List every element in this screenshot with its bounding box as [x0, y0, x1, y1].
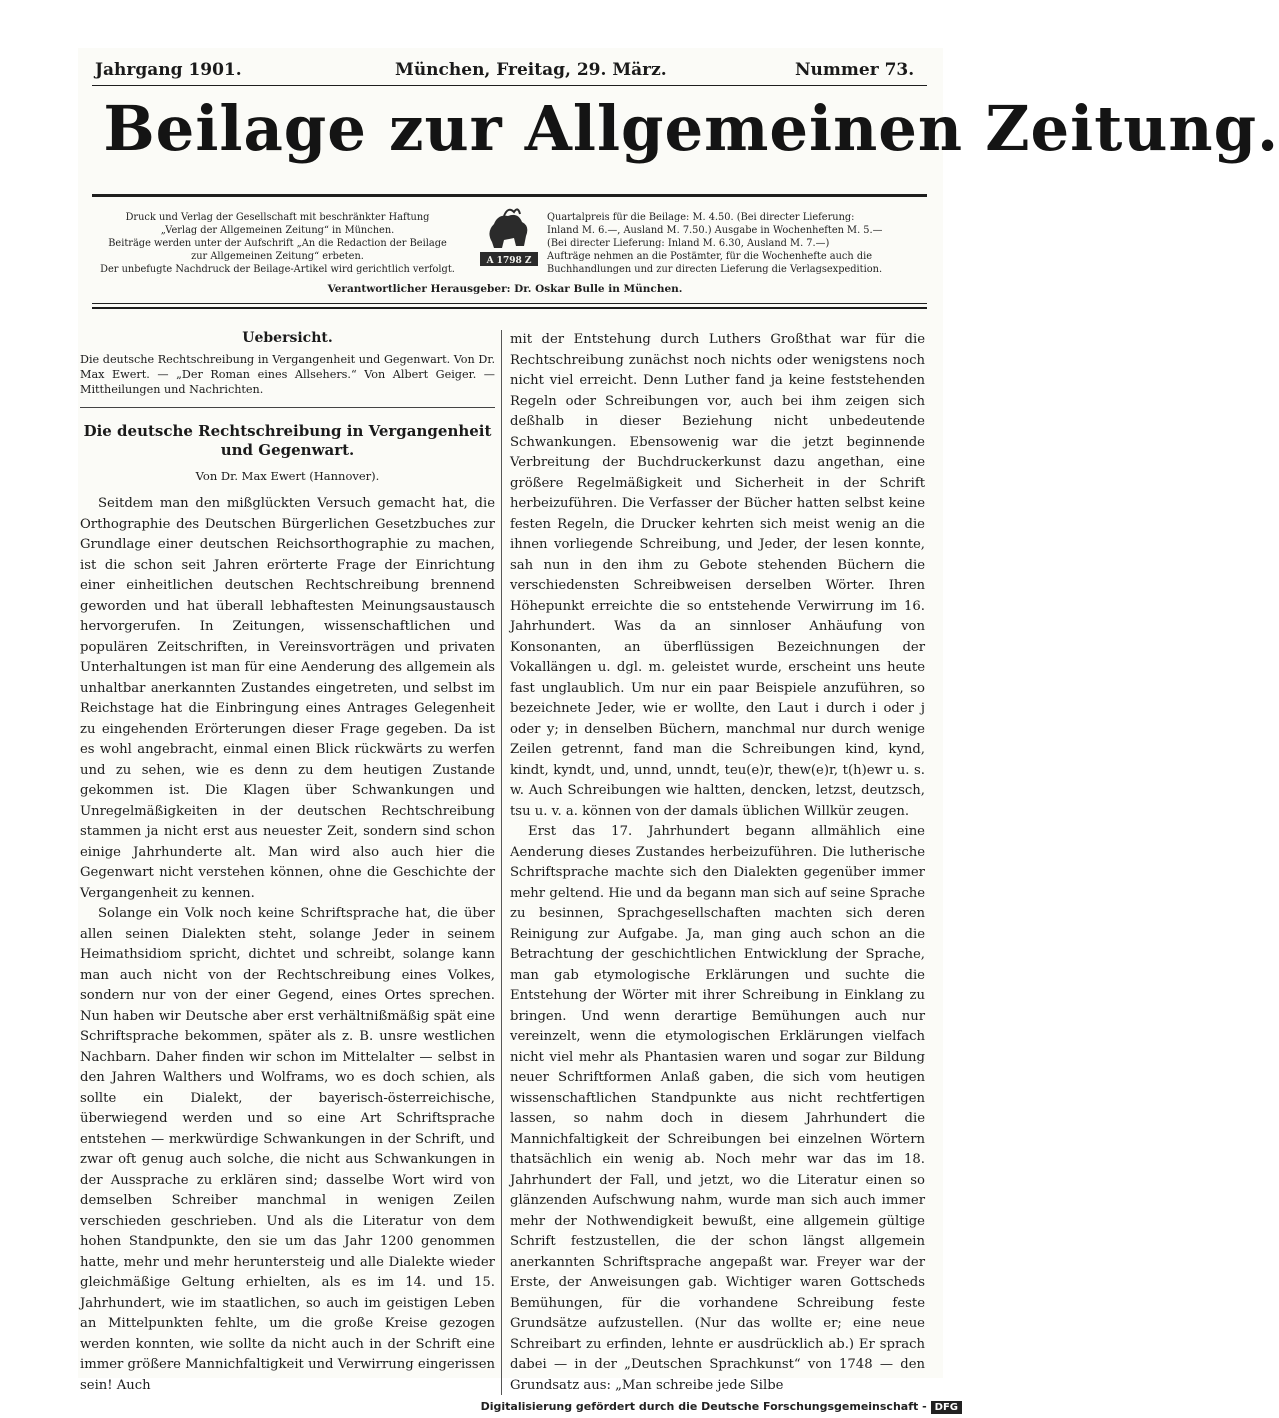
article-paragraph: mit der Entstehung durch Luthers Großthat war für die Rechtschreibung zunächst noch nichts oder wenigstens noch nicht viel erreicht. Denn Luther fand ja keine feststehenden Regeln oder Schreibungen vor, auch bei ihm zeigen sich deßhalb in dieser Beziehung nicht unbedeutende Schwankungen. Ebensowenig war die jetzt beginnende Verbreitung der Buchdruckerkunst dazu angethan, eine größere Regelmäßigkeit und Sicherheit in der Schrift herbeizuführen. Die Verfasser der Bücher hatten selbst keine festen Regeln, die Drucker kehrten sich meist wenig an die ihnen vorliegende Schreibung, und Jeder, der lesen konnte, sah nun in den ihm zu Gebote stehenden Büchern die verschiedensten Schreibweisen derselben Wörter. Ihren Höhepunkt erreichte die so entstehende Verwirrung im 16. Jahrhundert. Was da an sinnloser Anhäufung von Konsonanten, an überflüssigen Bezeichnungen der Vokallängen u. dgl. m. geleistet wurde, erscheint uns heute fast unglaublich. Um nur ein paar Beispiele anzuführen, so bezeichnete Jeder, wie er wollte, den Laut i durch i oder j oder y; in denselben Büchern, manchmal nur durch wenige Zeilen getrennt, fand man die Schreibungen kind, kynd, kindt, kyndt, und, unnd, unndt, teu(e)r, thew(e)r, t(h)ewr u. s. w. Auch Schreibungen wie haltten, dencken, letzst, deutzsch, tsu u. v. a. können von der damals üblichen Willkür zeugen.: [510, 332, 925, 819]
imprint-left-line: Druck und Verlag der Gesellschaft mit beschränkter Haftung: [125, 212, 430, 223]
imprint-right-line: Inland M. 6.—, Ausland M. 7.50.) Ausgabe in Wochenheften M. 5.—: [547, 225, 883, 236]
editor-line: Verantwortlicher Herausgeber: Dr. Oskar Bulle in München.: [327, 283, 683, 295]
imprint-right: [547, 211, 927, 276]
toc-title: Uebersicht.: [242, 330, 333, 346]
article-title: Die deutsche Rechtschreibung in Vergangenheit und Gegenwart.: [83, 421, 492, 459]
issue-number: Nummer 73.: [795, 60, 915, 80]
header-bottom-rule-2: [92, 307, 927, 309]
footer-text: Digitalisierung gefördert durch die Deutsche Forschungsgemeinschaft -: [480, 1400, 927, 1413]
imprint-right-line: Buchhandlungen und zur directen Lieferung die Verlagsexpedition.: [547, 264, 883, 275]
header-bottom-rule-1: [92, 303, 927, 304]
toc-rule: [80, 407, 495, 408]
column-divider: [501, 330, 502, 1395]
imprint-left-line: zur Allgemeinen Zeitung“ erbeten.: [191, 251, 364, 262]
emblem-label: A 1798 Z: [486, 256, 532, 266]
imprint-right-line: (Bei directer Lieferung: Inland M. 6.30, Ausland M. 7.—): [547, 238, 830, 249]
article-paragraph: Solange ein Volk noch keine Schriftsprache hat, die über allen seinen Dialekten steht, solange Jeder in seinem Heimathsidiom spricht, dichtet und schreibt, solange kann man auch nicht von der Rechtschreibung eines Volkes, sondern nur von der einer Gegend, eines Ortes sprechen. Nun haben wir Deutsche aber erst verhältnißmäßig spät eine Schriftsprache bekommen, später als z. B. unsre westlichen Nachbarn. Daher finden wir schon im Mittelalter — selbst in den Jahren Walthers und Wolframs, wo es doch schien, als sollte ein Dialekt, der bayerisch-österreichische, überwiegend werden und so eine Art Schriftsprache entstehen — merkwürdige Schwankungen in der Schrift, und zwar oft genug auch solche, die nicht aus Schwankungen in der Aussprache zu erklären sind; dasselbe Wort wird von demselben Schreiber manchmal in wenigen Zeilen verschieden geschrieben. Und als die Literatur von dem hohen Standpunkte, den sie um das Jahr 1200 genommen hatte, mehr und mehr heruntersteig und alle Dialekte wieder gleichmäßige Geltung erhielten, als es im 14. und 15. Jahrhundert, wie im staatlichen, so auch im geistigen Leben an Mittelpunkten fehlte, um die große Kreise gezogen werden konnten, wie sollte da nicht auch in der Schrift eine immer größere Mannichfaltigkeit und Verwirrung eingerissen sein! Auch: [80, 906, 495, 1393]
article-paragraph: Erst das 17. Jahrhundert begann allmählich eine Aenderung dieses Zustandes herbeizuführen. Die lutherische Schriftsprache machte sich den Dialekten gegenüber immer mehr geltend. Hie und da begann man sich auf seine Sprache zu besinnen, Sprachgesellschaften machten sich deren Reinigung zur Aufgabe. Ja, man ging auch schon an die Betrachtung der geschichtlichen Entwicklung der Sprache, man gab etymologische Erklärungen und suchte die Entstehung der Wörter mit ihrer Schreibung in Einklang zu bringen. Und wenn derartige Bemühungen auch nur vereinzelt, wenn die etymologischen Erklärungen vielfach nicht viel mehr als Phantasien waren und sogar zur Bildung neuer Schriftformen Anlaß gaben, die sich vom heutigen wissenschaftlichen Standpunkte aus nicht rechtfertigen lassen, so nahm doch in diesem Jahrhundert die Mannichfaltigkeit der Schreibungen bei einzelnen Wörtern thatsächlich ein wenig ab. Noch mehr war das im 18. Jahrhundert der Fall, und jetzt, wo die Literatur einen so glänzenden Aufschwung nahm, wurde man sich auch immer mehr der Nothwendigkeit bewußt, eine allgemein gültige Schrift festzustellen, die der schon längst allgemein anerkannten Schriftsprache angepaßt war. Freyer war der Erste, der Anweisungen gab. Wichtiger waren Gottscheds Bemühungen, für die vorhandene Schreibung feste Grundsätze aufzustellen. (Nur das wollte er; eine neue Schreibart zu erfinden, lehnte er ausdrücklich ab.) Er sprach dabei — in der „Deutschen Sprachkunst“ von 1748 — den Grundsatz aus: „Man schreibe jede Silbe: [510, 824, 925, 1393]
dfg-logo: DFG: [931, 1401, 962, 1414]
imprint-left-line: Beiträge werden unter der Aufschrift „An die Redaction der Beilage: [108, 238, 447, 249]
year-label: Jahrgang 1901.: [95, 60, 242, 80]
digitization-footer: [481, 1400, 962, 1414]
masthead-title: Beilage zur Allgemeinen Zeitung.: [103, 92, 1279, 165]
imprint-left-line: Der unbefugte Nachdruck der Beilage-Artikel wird gerichtlich verfolgt.: [100, 264, 455, 275]
imprint-left: [80, 211, 475, 276]
toc-body: Die deutsche Rechtschreibung in Vergangenheit und Gegenwart. Von Dr. Max Ewert. — „Der Roman eines Allsehers.“ Von Albert Geiger. — Mittheilungen und Nachrichten.: [80, 352, 495, 396]
imprint-right-line: Quartalpreis für die Beilage: M. 4.50. (Bei directer Lieferung:: [547, 212, 855, 223]
top-rule: [92, 85, 927, 86]
masthead-rule: [92, 194, 927, 197]
publisher-emblem: [474, 202, 544, 270]
lion-emblem-icon: [474, 202, 544, 270]
article-paragraph: Seitdem man den mißglückten Versuch gemacht hat, die Orthographie des Deutschen Bürgerlichen Gesetzbuches zur Grundlage einer deutschen Reichsorthographie zu machen, ist die schon seit Jahren erörterte Frage der Einrichtung einer einheitlichen deutschen Rechtschreibung brennend geworden und hat überall lebhaftesten Meinungsaustausch hervorgerufen. In Zeitungen, wissenschaftlichen und populären Zeitschriften, in Vereinsvorträgen und privaten Unterhaltungen ist man für eine Aenderung des allgemein als unhaltbar anerkannten Zustandes eingetreten, und selbst im Reichstage hat die Einbringung eines Antrages Gelegenheit zu eingehenden Erörterungen dieser Frage gegeben. Da ist es wohl angebracht, einmal einen Blick rückwärts zu werfen und zu sehen, wie es denn zu dem heutigen Zustande gekommen ist. Die Klagen über Schwankungen und Unregelmäßigkeiten in der deutschen Rechtschreibung stammen ja nicht erst aus neuester Zeit, sondern sind schon einige Jahrhunderte alt. Man wird also auch hier die Gegenwart nicht verstehen können, ohne die Geschichte der Vergangenheit zu kennen.: [80, 496, 495, 901]
date-label: München, Freitag, 29. März.: [395, 60, 667, 80]
right-column: [510, 330, 925, 1396]
left-column: [80, 328, 495, 1396]
imprint-left-line: „Verlag der Allgemeinen Zeitung“ in München.: [160, 225, 395, 236]
article-byline: Von Dr. Max Ewert (Hannover).: [195, 468, 380, 483]
imprint-right-line: Aufträge nehmen an die Postämter, für die Wochenhefte auch die: [547, 251, 873, 262]
